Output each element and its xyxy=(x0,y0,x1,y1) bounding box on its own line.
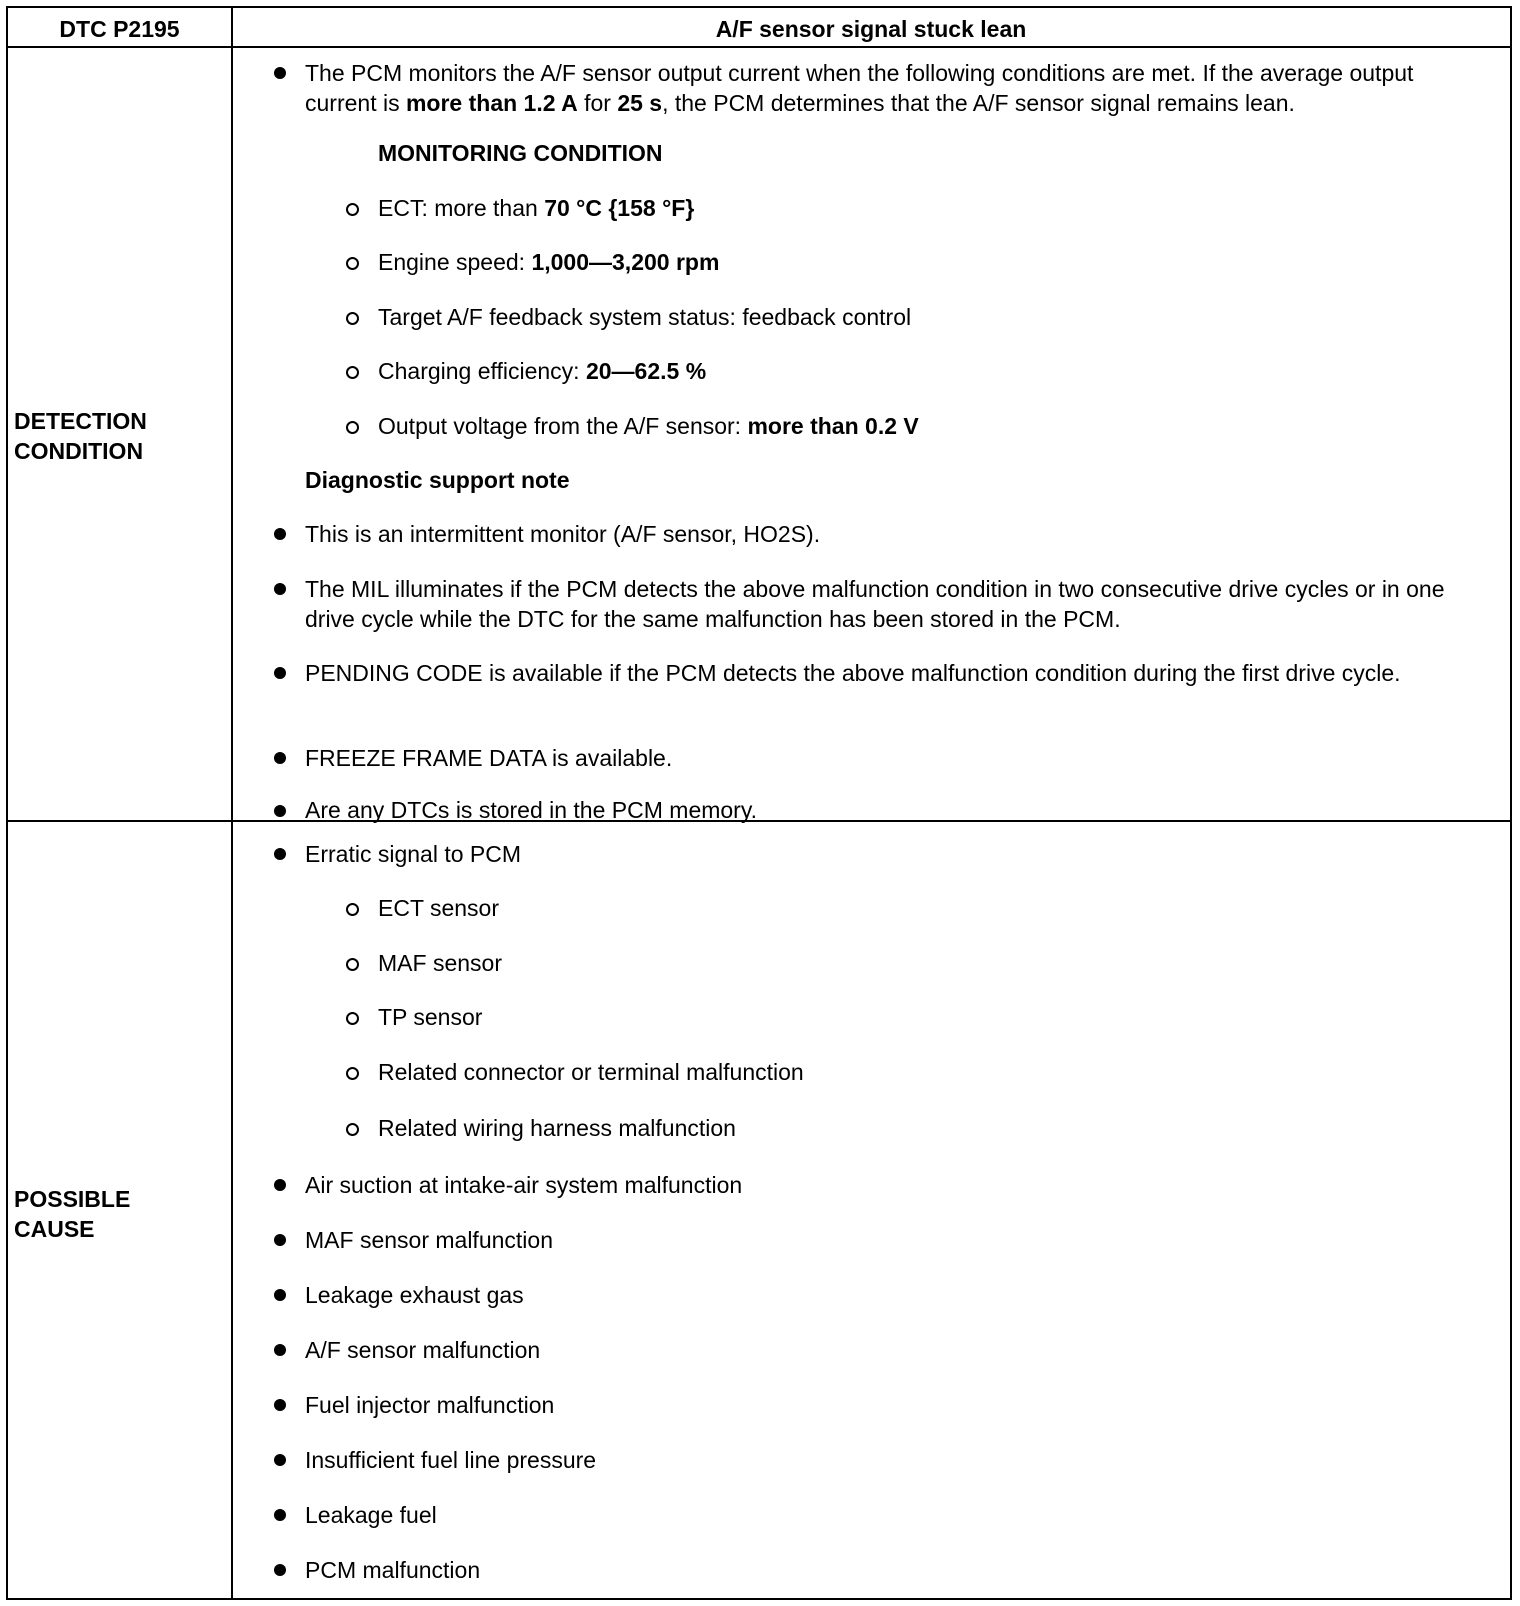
detection-intro: The PCM monitors the A/F sensor output current when the following conditions are met. If the average output current is more than 1.2 A for 25 s, the PCM determines that the A/F sensor signal remains lean. xyxy=(305,60,1414,116)
condition-item: ECT: more than 70 °C {158 °F} xyxy=(378,195,695,221)
note-item: This is an intermittent monitor (A/F sensor, HO2S). xyxy=(305,521,821,547)
condition-item: Target A/F feedback system status: feedback control xyxy=(378,304,912,330)
header-divider xyxy=(8,46,1510,48)
bullet-icon xyxy=(274,667,286,679)
condition-item: Engine speed: 1,000—3,200 rpm xyxy=(378,249,720,275)
note-item: PENDING CODE is available if the PCM detects the above malfunction condition during the first drive cycle. xyxy=(305,660,1401,686)
bullet-icon xyxy=(274,1509,286,1521)
section-divider xyxy=(8,820,1510,822)
circle-bullet-icon xyxy=(346,257,359,270)
bullet-icon xyxy=(274,528,286,540)
dtc-code: DTC P2195 xyxy=(59,16,180,42)
cause-item: Fuel injector malfunction xyxy=(305,1392,555,1418)
bullet-icon xyxy=(274,848,286,860)
note-item: Are any DTCs is stored in the PCM memory. xyxy=(305,797,758,823)
condition-item: Output voltage from the A/F sensor: more than 0.2 V xyxy=(378,413,919,439)
condition-item: Charging efficiency: 20—62.5 % xyxy=(378,358,707,384)
circle-bullet-icon xyxy=(346,1123,359,1136)
bullet-icon xyxy=(274,1179,286,1191)
circle-bullet-icon xyxy=(346,1012,359,1025)
cause-item: A/F sensor malfunction xyxy=(305,1337,541,1363)
cause-item: Insufficient fuel line pressure xyxy=(305,1447,597,1473)
possible-cause-label: POSSIBLE CAUSE xyxy=(14,1186,131,1242)
circle-bullet-icon xyxy=(346,203,359,216)
cause-item: MAF sensor malfunction xyxy=(305,1227,553,1253)
bullet-icon xyxy=(274,1454,286,1466)
bullet-icon xyxy=(274,67,286,79)
cause-item: Leakage fuel xyxy=(305,1502,437,1528)
circle-bullet-icon xyxy=(346,903,359,916)
cause-item: Air suction at intake-air system malfunction xyxy=(305,1172,743,1198)
dtc-table xyxy=(6,6,1512,1600)
circle-bullet-icon xyxy=(346,366,359,379)
bullet-icon xyxy=(274,1289,286,1301)
cause-item: Erratic signal to PCM xyxy=(305,841,522,867)
bullet-icon xyxy=(274,1344,286,1356)
column-divider xyxy=(231,8,233,1598)
dtc-title: A/F sensor signal stuck lean xyxy=(715,16,1027,42)
cause-subitem: TP sensor xyxy=(378,1004,483,1030)
cause-subitem: ECT sensor xyxy=(378,895,500,921)
cause-subitem: Related connector or terminal malfunction xyxy=(378,1059,804,1085)
bullet-icon xyxy=(274,1234,286,1246)
bullet-icon xyxy=(274,583,286,595)
cause-subitem: MAF sensor xyxy=(378,950,502,976)
note-item: FREEZE FRAME DATA is available. xyxy=(305,745,673,771)
bullet-icon xyxy=(274,1564,286,1576)
note-item: The MIL illuminates if the PCM detects the above malfunction condition in two consecutive drive cycles or in one drive cycle while the DTC for the same malfunction has been stored in the PCM. xyxy=(305,576,1445,632)
detection-label: DETECTION CONDITION xyxy=(14,408,147,464)
monitoring-heading: MONITORING CONDITION xyxy=(378,140,663,166)
bullet-icon xyxy=(274,1399,286,1411)
circle-bullet-icon xyxy=(346,421,359,434)
cause-subitem: Related wiring harness malfunction xyxy=(378,1115,736,1141)
cause-item: PCM malfunction xyxy=(305,1557,481,1583)
support-heading: Diagnostic support note xyxy=(305,467,570,493)
circle-bullet-icon xyxy=(346,312,359,325)
bullet-icon xyxy=(274,752,286,764)
circle-bullet-icon xyxy=(346,1067,359,1080)
cause-item: Leakage exhaust gas xyxy=(305,1282,524,1308)
circle-bullet-icon xyxy=(346,958,359,971)
bullet-icon xyxy=(274,805,286,817)
